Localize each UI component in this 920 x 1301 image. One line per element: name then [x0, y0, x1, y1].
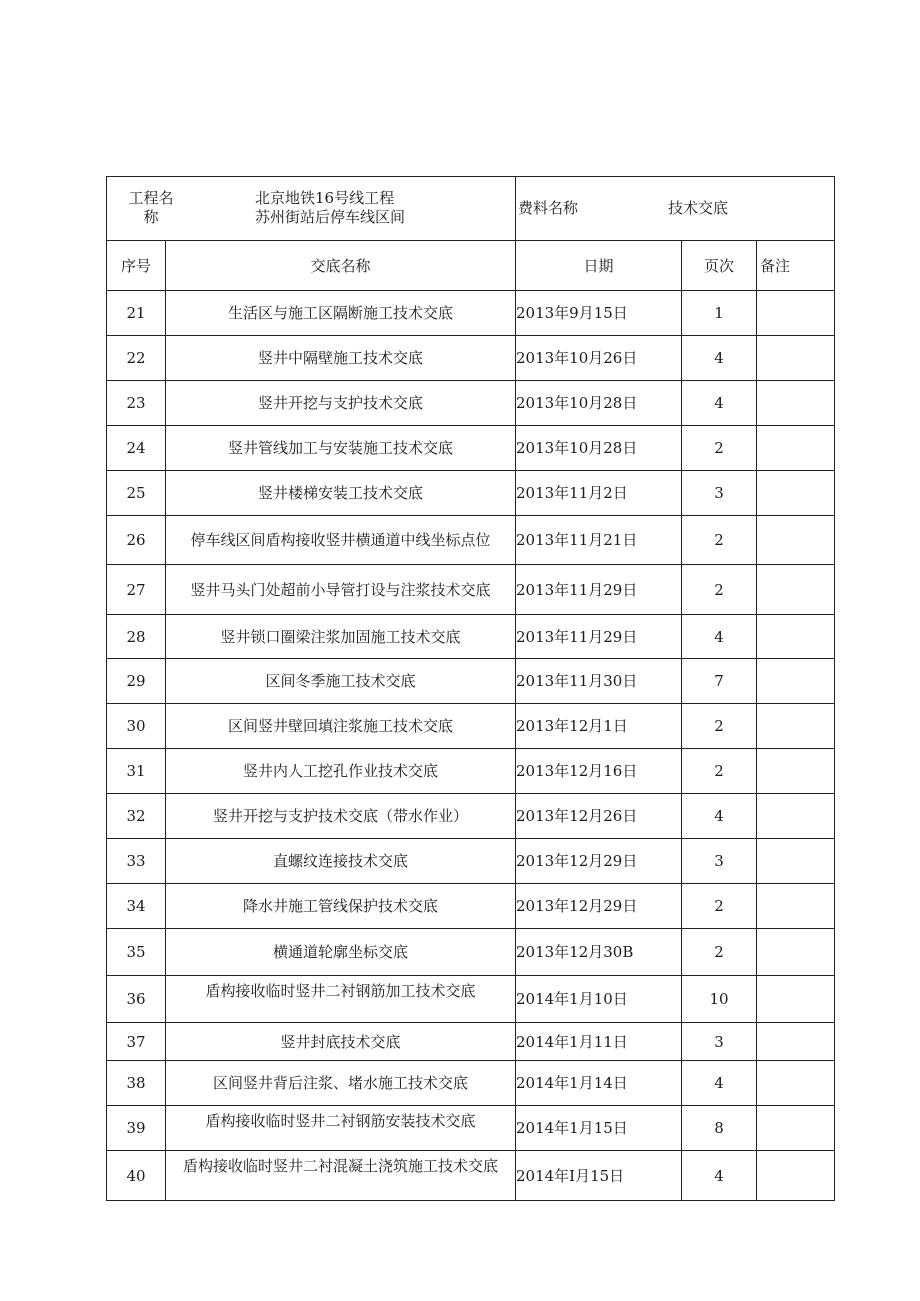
- row-date: 2013年9月15日: [516, 291, 682, 336]
- row-date: 2013年10月28日: [516, 381, 682, 426]
- row-date: 2014年I月15日: [516, 1151, 682, 1201]
- row-remarks: [757, 704, 835, 749]
- row-name: 盾构接收临时竖井二衬钢筋加工技术交底: [166, 976, 516, 1023]
- row-pages: 2: [682, 884, 757, 929]
- document-sheet: [106, 176, 834, 1201]
- row-seq: 31: [107, 749, 166, 794]
- row-remarks: [757, 565, 835, 615]
- row-remarks: [757, 291, 835, 336]
- row-remarks: [757, 426, 835, 471]
- column-header-row: [107, 241, 835, 291]
- row-seq: 36: [107, 976, 166, 1023]
- table-row: [107, 659, 835, 704]
- table-row: [107, 291, 835, 336]
- row-pages: 3: [682, 839, 757, 884]
- row-remarks: [757, 1106, 835, 1151]
- row-pages: 4: [682, 336, 757, 381]
- row-name: 竖井锁口圈梁注浆加固施工技术交底: [166, 615, 516, 659]
- row-seq: 24: [107, 426, 166, 471]
- row-seq: 21: [107, 291, 166, 336]
- table-row: [107, 884, 835, 929]
- row-name: 生活区与施工区隔断施工技术交底: [166, 291, 516, 336]
- row-seq: 32: [107, 794, 166, 839]
- row-remarks: [757, 976, 835, 1023]
- document-type: 技术交底: [668, 199, 729, 217]
- row-name: 竖井楼梯安装工技术交底: [166, 471, 516, 516]
- row-date: 2013年12月16日: [516, 749, 682, 794]
- row-seq: 40: [107, 1151, 166, 1201]
- row-remarks: [757, 884, 835, 929]
- row-remarks: [757, 336, 835, 381]
- row-name: 区间竖井壁回填注浆施工技术交底: [166, 704, 516, 749]
- document-type-cell: [516, 177, 835, 241]
- column-header-date: 日期: [516, 241, 682, 291]
- column-header-remarks: 备注: [757, 241, 835, 291]
- row-seq: 35: [107, 929, 166, 976]
- row-name: 降水井施工管线保护技术交底: [166, 884, 516, 929]
- row-remarks: [757, 659, 835, 704]
- row-remarks: [757, 471, 835, 516]
- row-pages: 4: [682, 1061, 757, 1106]
- row-name: 盾构接收临时竖井二衬混凝土浇筑施工技术交底: [166, 1151, 516, 1201]
- table-row: [107, 794, 835, 839]
- row-date: 2014年1月15日: [516, 1106, 682, 1151]
- row-date: 2013年12月29日: [516, 884, 682, 929]
- row-seq: 33: [107, 839, 166, 884]
- row-seq: 39: [107, 1106, 166, 1151]
- row-remarks: [757, 1061, 835, 1106]
- table-row: [107, 426, 835, 471]
- row-pages: 2: [682, 749, 757, 794]
- row-name: 竖井开挖与支护技术交底: [166, 381, 516, 426]
- row-date: 2014年1月14日: [516, 1061, 682, 1106]
- table-row: [107, 1151, 835, 1201]
- table-row: [107, 839, 835, 884]
- row-remarks: [757, 749, 835, 794]
- row-remarks: [757, 1023, 835, 1061]
- row-pages: 2: [682, 426, 757, 471]
- row-remarks: [757, 929, 835, 976]
- technical-disclosure-register-table: [106, 176, 835, 1201]
- row-seq: 28: [107, 615, 166, 659]
- row-date: 2013年11月29日: [516, 565, 682, 615]
- row-pages: 2: [682, 516, 757, 565]
- row-name: 盾构接收临时竖井二衬钢筋安装技术交底: [166, 1106, 516, 1151]
- row-date: 2013年10月26日: [516, 336, 682, 381]
- row-date: 2013年11月2日: [516, 471, 682, 516]
- row-name: 竖井封底技术交底: [166, 1023, 516, 1061]
- row-remarks: [757, 516, 835, 565]
- table-row: [107, 615, 835, 659]
- row-pages: 2: [682, 565, 757, 615]
- row-seq: 26: [107, 516, 166, 565]
- row-remarks: [757, 381, 835, 426]
- row-name: 竖井马头门处超前小导管打设与注浆技术交底: [166, 565, 516, 615]
- row-date: 2014年1月11日: [516, 1023, 682, 1061]
- document-label: 费料名称: [518, 199, 579, 217]
- row-pages: 4: [682, 794, 757, 839]
- row-pages: 8: [682, 1106, 757, 1151]
- row-date: 2013年12月30B: [516, 929, 682, 976]
- row-name: 区间竖井背后注浆、堵水施工技术交底: [166, 1061, 516, 1106]
- row-name: 横通道轮廓坐标交底: [166, 929, 516, 976]
- table-row: [107, 471, 835, 516]
- table-row: [107, 336, 835, 381]
- project-label: 工程名 称: [128, 189, 174, 226]
- row-pages: 1: [682, 291, 757, 336]
- row-date: 2013年10月28日: [516, 426, 682, 471]
- row-name: 竖井开挖与支护技术交底（带水作业）: [166, 794, 516, 839]
- row-pages: 4: [682, 1151, 757, 1201]
- table-row: [107, 1106, 835, 1151]
- row-seq: 27: [107, 565, 166, 615]
- row-name: 直螺纹连接技术交底: [166, 839, 516, 884]
- row-date: 2013年12月1日: [516, 704, 682, 749]
- table-row: [107, 976, 835, 1023]
- table-row: [107, 749, 835, 794]
- column-header-seq: 序号: [107, 241, 166, 291]
- row-seq: 30: [107, 704, 166, 749]
- row-date: 2014年1月10日: [516, 976, 682, 1023]
- project-info-row: [107, 177, 835, 241]
- row-seq: 29: [107, 659, 166, 704]
- row-seq: 23: [107, 381, 166, 426]
- row-pages: 2: [682, 929, 757, 976]
- row-name: 区间冬季施工技术交底: [166, 659, 516, 704]
- row-seq: 25: [107, 471, 166, 516]
- row-name: 停车线区间盾构接收竖井横通道中线坐标点位: [166, 516, 516, 565]
- row-date: 2013年12月29日: [516, 839, 682, 884]
- row-date: 2013年11月30日: [516, 659, 682, 704]
- row-pages: 3: [682, 1023, 757, 1061]
- row-seq: 22: [107, 336, 166, 381]
- row-date: 2013年11月21日: [516, 516, 682, 565]
- row-pages: 4: [682, 615, 757, 659]
- table-row: [107, 516, 835, 565]
- table-row: [107, 565, 835, 615]
- table-row: [107, 1023, 835, 1061]
- row-name: 竖井内人工挖孔作业技术交底: [166, 749, 516, 794]
- row-date: 2013年11月29日: [516, 615, 682, 659]
- row-name: 竖井中隔壁施工技术交底: [166, 336, 516, 381]
- row-seq: 38: [107, 1061, 166, 1106]
- row-seq: 37: [107, 1023, 166, 1061]
- row-remarks: [757, 615, 835, 659]
- table-row: [107, 1061, 835, 1106]
- row-seq: 34: [107, 884, 166, 929]
- row-pages: 2: [682, 704, 757, 749]
- column-header-name: 交底名称: [166, 241, 516, 291]
- table-row: [107, 704, 835, 749]
- table-row: [107, 381, 835, 426]
- row-pages: 3: [682, 471, 757, 516]
- row-remarks: [757, 839, 835, 884]
- project-cell: [107, 177, 516, 241]
- row-name: 竖井管线加工与安装施工技术交底: [166, 426, 516, 471]
- row-remarks: [757, 1151, 835, 1201]
- row-pages: 10: [682, 976, 757, 1023]
- row-pages: 7: [682, 659, 757, 704]
- column-header-pages: 页次: [682, 241, 757, 291]
- project-name: 北京地铁16号线工程 苏州街站后停车线区间: [255, 189, 406, 226]
- row-remarks: [757, 794, 835, 839]
- table-row: [107, 929, 835, 976]
- row-pages: 4: [682, 381, 757, 426]
- row-date: 2013年12月26日: [516, 794, 682, 839]
